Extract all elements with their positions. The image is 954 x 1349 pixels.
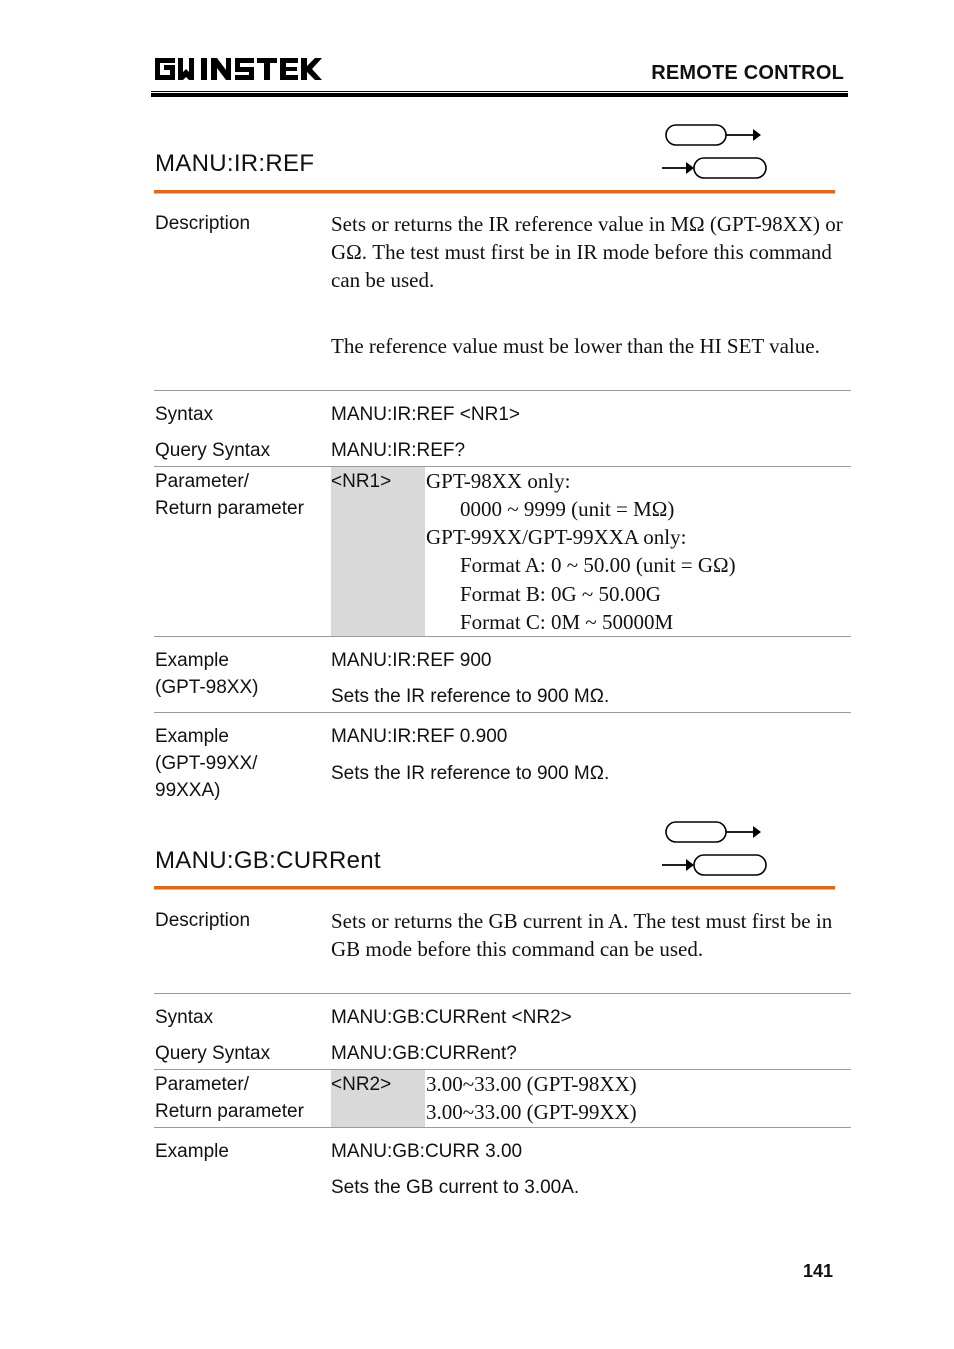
example-command: MANU:IR:REF 900 [331,650,492,671]
description-note: The reference value must be lower than the HI SET value. [331,334,820,358]
param-line: Format A: 0 ~ 50.00 (unit = GΩ) [460,553,736,577]
example-command: MANU:GB:CURR 3.00 [331,1141,523,1162]
header-rule-thin [151,91,848,92]
section-header: REMOTE CONTROL [651,62,844,84]
param-line: 3.00~33.00 (GPT-99XX) [426,1100,637,1124]
example-label-model: (GPT-99XX/ [155,753,258,774]
row-divider [154,712,851,713]
set-query-icon [660,124,770,174]
example-label: Example [155,726,229,747]
query-syntax-value: MANU:IR:REF? [331,440,466,461]
title-underline [154,886,835,889]
command-title: MANU:IR:REF [155,150,315,177]
description-text: Sets or returns the GB current in A. The test must first be in GB mode before this command can be used. [331,909,833,961]
description-label: Description [155,910,251,931]
param-label: Parameter/ [155,1074,249,1095]
syntax-label: Syntax [155,1007,214,1028]
gw-instek-logo [153,54,323,84]
query-syntax-value: MANU:GB:CURRent? [331,1043,517,1064]
param-line: Format C: 0M ~ 50000M [460,610,674,634]
description-text: Sets or returns the IR reference value in MΩ (GPT-98XX) or GΩ. The test must first be in IR mode before this command can be used. [331,212,843,292]
syntax-value: MANU:GB:CURRent <NR2> [331,1007,572,1028]
param-line: Format B: 0G ~ 50.00G [460,582,661,606]
example-description: Sets the IR reference to 900 MΩ. [331,686,610,707]
param-line: 3.00~33.00 (GPT-98XX) [426,1072,637,1096]
example-label: Example [155,1141,229,1162]
row-divider [154,636,851,637]
page-number: 141 [803,1261,834,1281]
set-query-icon [660,821,770,871]
param-line: GPT-99XX/GPT-99XXA only: [426,525,687,549]
syntax-label: Syntax [155,404,214,425]
title-underline [154,190,835,193]
example-description: Sets the GB current to 3.00A. [331,1177,580,1198]
example-label-model-line2: 99XXA) [155,780,221,801]
query-syntax-label: Query Syntax [155,440,271,461]
param-name: <NR2> [331,1074,392,1095]
param-line: 0000 ~ 9999 (unit = MΩ) [460,497,675,521]
param-label: Parameter/ [155,471,249,492]
syntax-value: MANU:IR:REF <NR1> [331,404,520,425]
description-label: Description [155,213,251,234]
command-title: MANU:GB:CURRent [155,847,381,874]
example-description: Sets the IR reference to 900 MΩ. [331,763,610,784]
example-command: MANU:IR:REF 0.900 [331,726,508,747]
query-syntax-label: Query Syntax [155,1043,271,1064]
row-divider [154,390,851,391]
param-label-line2: Return parameter [155,498,304,519]
param-line: GPT-98XX only: [426,469,571,493]
param-name: <NR1> [331,471,392,492]
row-divider [154,993,851,994]
example-label: Example [155,650,229,671]
row-divider [154,1127,851,1128]
param-label-line2: Return parameter [155,1101,304,1122]
header-rule [151,93,848,97]
example-label-model: (GPT-98XX) [155,677,259,698]
